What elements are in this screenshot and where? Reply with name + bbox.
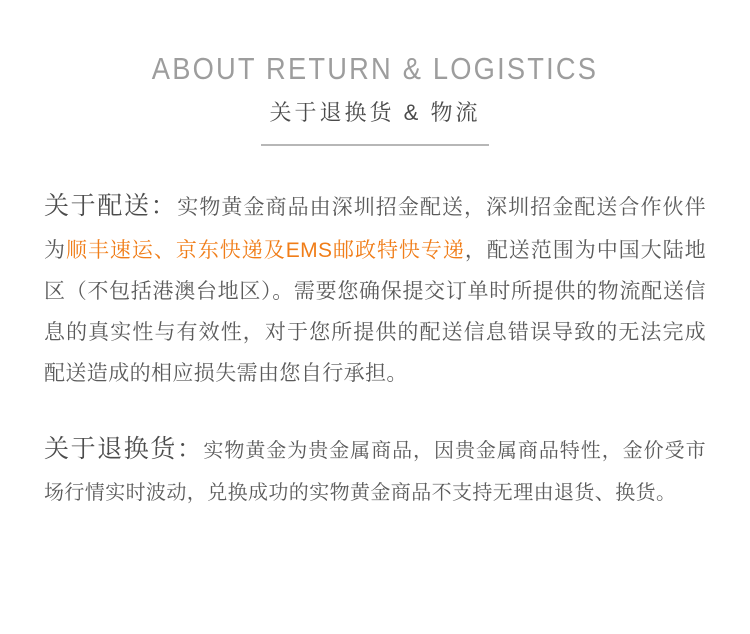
shipping-paragraph (44, 182, 706, 395)
page-header (0, 0, 750, 146)
page-content (0, 182, 750, 512)
shipping-carriers-highlight: 顺丰速运、京东快递及EMS邮政特快专递 (65, 239, 465, 263)
shipping-lead-label: 关于配送： (44, 192, 178, 221)
shipping-text-after: ，配送范围为中国大陆地区（不包括港澳台地区）。需要您确保提交订单时所提供的物流配送信息的真实性与有效性，对于您所提供的配送信息错误导致的无法完成配送造成的相应损失需由您自行承担。 (44, 239, 707, 386)
title-divider (261, 144, 489, 146)
page-title-english: ABOUT RETURN & LOGISTICS (151, 51, 599, 86)
returns-lead-label: 关于退换货： (44, 434, 204, 463)
returns-paragraph (44, 425, 706, 513)
section-shipping (44, 182, 706, 395)
section-returns (44, 425, 706, 513)
page-title-chinese: 关于退换货 & 物流 (269, 100, 481, 126)
returns-text-before: 实物黄金为贵金属商品，因贵金属商品特性，金价受市场行情实时波动，兑换成功的实物黄金商品不支持无理由退货、换货。 (44, 439, 706, 504)
shipping-text-before: 实物黄金商品由深圳招金配送，深圳招金配送合作伙伴为 (44, 196, 706, 263)
